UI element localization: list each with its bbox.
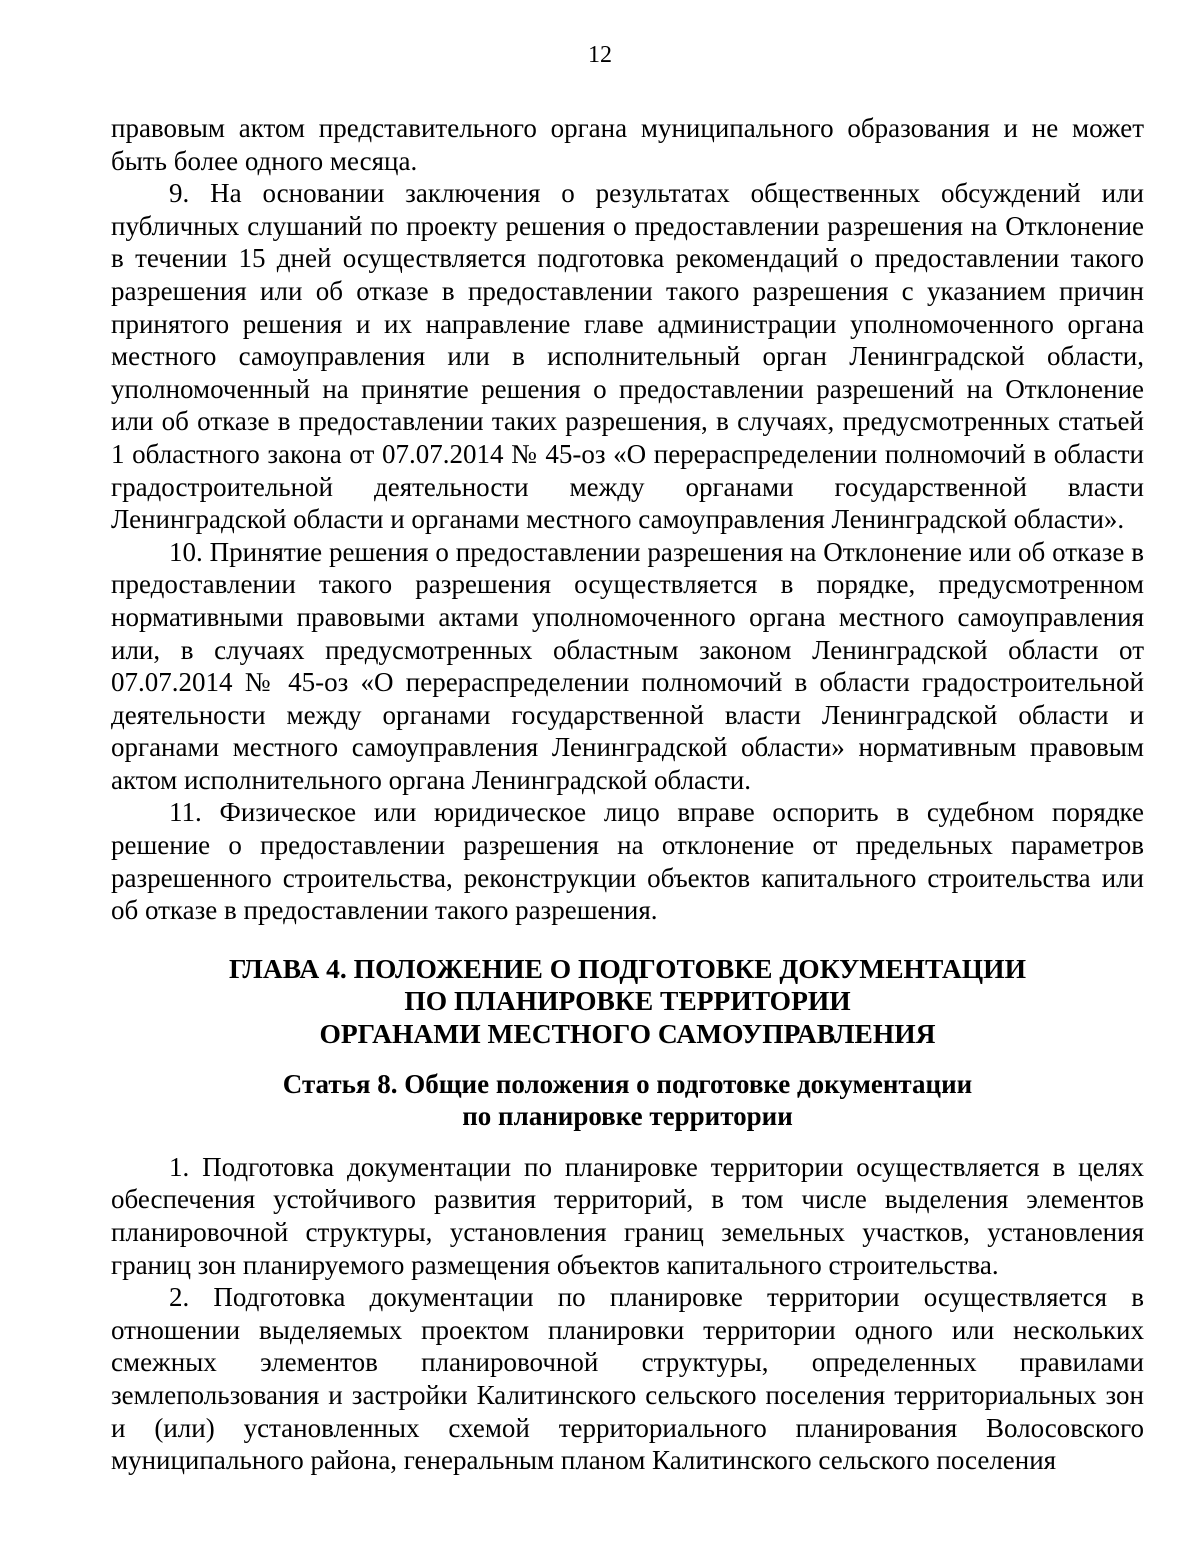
paragraph-item-10: 10. Принятие решения о предоставлении разрешения на Отклонение или об отказе в предоставлении такого разрешения осуществляется в порядке, предусмотренном нормативными правовыми актами уполномоченного органа местного самоуправления или, в случаях предусмотренных областным законом Ленинградской области от 07.07.2014 № 45-оз «О перераспределении полномочий в области градостроительной деятельности между органами государственной власти Ленинградской области и органами местного самоуправления Ленинградской области» нормативным правовым актом исполнительного органа Ленинградской области. [111, 536, 1144, 795]
article-heading [111, 1068, 1144, 1133]
article-heading-line: по планировке территории [462, 1101, 793, 1132]
chapter-heading-line: ПО ПЛАНИРОВКЕ ТЕРРИТОРИИ [404, 985, 851, 1017]
article-paragraph-1: 1. Подготовка документации по планировке территории осуществляется в целях обеспечения устойчивого развития территорий, в том числе выделения элементов планировочной структуры, установления границ земельных участков, установления границ зон планируемого размещения объектов капитального строительства. [111, 1151, 1144, 1280]
chapter-heading-line: ОРГАНАМИ МЕСТНОГО САМОУПРАВЛЕНИЯ [319, 1018, 936, 1050]
article-heading-line: Статья 8. Общие положения о подготовке документации [282, 1068, 973, 1099]
article-paragraph-2: 2. Подготовка документации по планировке территории осуществляется в отношении выделяемых проектом планировки территории одного или нескольких смежных элементов планировочной структуры, определенных правилами землепользования и застройки Калитинского сельского поселения территориальных зон и (или) установленных схемой территориального планирования Волосовского муниципального района, генеральным планом Калитинского сельского поселения [111, 1282, 1144, 1476]
chapter-heading-line: ГЛАВА 4. ПОЛОЖЕНИЕ О ПОДГОТОВКЕ ДОКУМЕНТАЦИИ [229, 952, 1026, 984]
page-number: 12 [588, 42, 612, 68]
document-body [111, 112, 1144, 1477]
chapter-heading [111, 953, 1144, 1051]
paragraph-continuation: правовым актом представительного органа муниципального образования и не может быть более одного месяца. [111, 113, 1144, 176]
paragraph-item-11: 11. Физическое или юридическое лицо вправе оспорить в судебном порядке решение о предоставлении разрешения на отклонение от предельных параметров разрешенного строительства, реконструкции объектов капитального строительства или об отказе в предоставлении такого разрешения. [111, 797, 1144, 926]
paragraph-item-9: 9. На основании заключения о результатах общественных обсуждений или публичных слушаний по проекту решения о предоставлении разрешения на Отклонение в течении 15 дней осуществляется подготовка рекомендаций о предоставлении такого разрешения или об отказе в предоставлении такого разрешения с указанием причин принятого решения и их направление главе администрации уполномоченного органа местного самоуправления или в исполнительный орган Ленинградской области, уполномоченный на принятие решения о предоставлении разрешений на Отклонение или об отказе в предоставлении таких разрешения, в случаях, предусмотренных статьей 1 областного закона от 07.07.2014 № 45-оз «О перераспределении полномочий в области градостроительной деятельности между органами государственной власти Ленинградской области и органами местного самоуправления Ленинградской области». [111, 178, 1144, 535]
